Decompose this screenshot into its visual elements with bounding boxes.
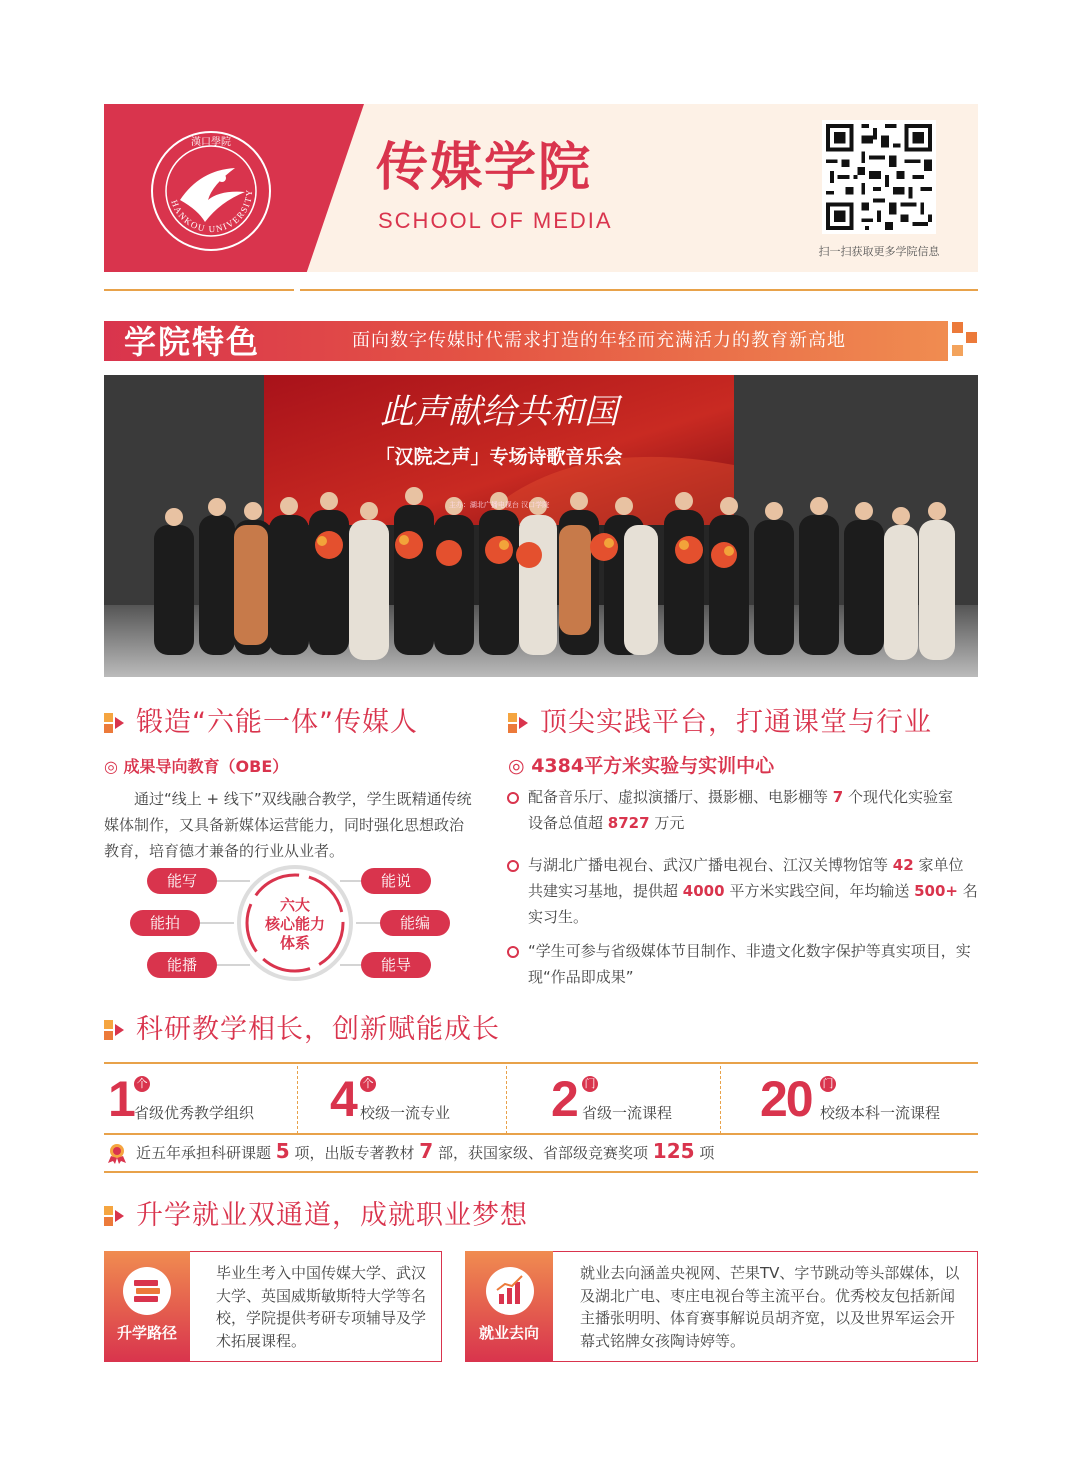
divider-line	[300, 289, 978, 291]
stat-unit: 个	[360, 1076, 376, 1092]
award-icon	[106, 1142, 128, 1164]
stage-subtitle: 「汉院之声」专场诗歌音乐会	[375, 446, 623, 468]
ability-pill: 能播	[147, 952, 217, 978]
divider-line	[104, 289, 294, 291]
qr-caption: 扫一扫获取更多学院信息	[818, 245, 940, 258]
stage-organizer: 主办：湖北广播电视台 汉口学院	[448, 501, 550, 509]
decor-square	[952, 322, 963, 333]
graduation-books-icon	[122, 1266, 172, 1316]
research-summary: 近五年承担科研课题 5 项，出版专著教材 7 部，获国家级、省部级竞赛奖项 125 项	[136, 1139, 715, 1163]
event-photo	[104, 375, 978, 677]
section-bullet-icon	[104, 1206, 124, 1226]
section2-bullet2: 与湖北广播电视台、武汉广播电视台、江汉关博物馆等 42 家单位共建实习基地，提供超 4000 平方米实践空间，年均输送 500+ 名实习生。	[528, 856, 978, 926]
stat-label: 校级本科一流课程	[820, 1104, 941, 1122]
stat-label: 省级优秀教学组织	[134, 1104, 255, 1122]
section1-body: 通过“线上 + 线下”双线融合教学，学生既精通传统媒体制作，又具备新媒体运营能力，同时强化思想政治教育，培育德才兼备的行业从业者。	[104, 790, 472, 860]
divider-line	[104, 1133, 978, 1135]
ability-pill: 能写	[147, 868, 217, 894]
card1-label: 升学路径	[116, 1324, 177, 1342]
stat-unit: 门	[820, 1076, 836, 1092]
section2-bullet3: “学生可参与省级媒体节目制作、非遗文化数字保护等真实项目，实现“作品即成果”	[528, 942, 971, 986]
stat-number: 20	[760, 1071, 812, 1127]
abilities-center-label: 六大 核心能力 体系	[264, 896, 325, 952]
card2-text: 就业去向涵盖央视网、芒果TV、字节跳动等头部媒体，以及湖北广电、枣庄电视台等主流平台。优秀校友包括新闻主播张明明、体育赛事解说员胡齐宽，以及世界军运会开幕式铭牌女孩陶诗婷等。	[580, 1264, 960, 1350]
section-bullet-icon	[104, 713, 124, 733]
stat-label: 省级一流课程	[582, 1104, 673, 1122]
decor-square	[966, 332, 977, 343]
section2-heading: 顶尖实践平台，打通课堂与行业	[540, 707, 932, 738]
section1-subheading: ◎ 成果导向教育（OBE）	[104, 757, 289, 776]
stat-divider	[506, 1066, 507, 1134]
banner-subtitle: 面向数字传媒时代需求打造的年轻而充满活力的教育新高地	[352, 330, 846, 351]
stat-number: 2	[551, 1071, 577, 1127]
stat-unit: 门	[582, 1076, 598, 1092]
stat-number: 1	[108, 1071, 134, 1127]
card1-text: 毕业生考入中国传媒大学、武汉大学、英国威斯敏斯特大学等名校，学院提供考研专项辅导及学术拓展课程。	[216, 1264, 427, 1350]
stat-divider	[297, 1066, 298, 1134]
stat-label: 校级一流专业	[360, 1104, 451, 1122]
stat-number: 4	[330, 1071, 356, 1127]
bullet-icon	[507, 860, 519, 872]
stage-title: 此声献给共和国	[380, 392, 618, 432]
qr-code[interactable]	[822, 120, 936, 234]
logo-text-en: HANKOU UNIVERSITY	[169, 188, 255, 235]
section3-heading: 科研教学相长，创新赋能成长	[136, 1014, 500, 1045]
divider-line	[104, 1062, 978, 1064]
page-title: 传媒学院	[376, 138, 593, 198]
divider-line	[104, 1171, 978, 1173]
bullet-icon	[507, 792, 519, 804]
card2-label: 就业去向	[478, 1324, 539, 1342]
growth-chart-icon	[485, 1266, 535, 1316]
section2-bullet1: 配备音乐厅、虚拟演播厅、摄影棚、电影棚等 7 个现代化实验室 设备总值超 8727 万元	[528, 788, 954, 832]
section-bullet-icon	[508, 713, 528, 733]
section1-heading: 锻造“六能一体”传媒人	[136, 707, 418, 738]
bullet-icon	[507, 946, 519, 958]
ability-pill: 能编	[380, 910, 450, 936]
logo-text-cn: 漢口學院	[191, 137, 231, 148]
section2-subheading: ◎ 4384平方米实验与实训中心	[508, 755, 775, 777]
ability-pill: 能导	[361, 952, 431, 978]
section-bullet-icon	[104, 1020, 124, 1040]
page-subtitle-en: SCHOOL OF MEDIA	[378, 208, 613, 233]
stat-unit: 个	[134, 1076, 150, 1092]
ability-pill: 能说	[361, 868, 431, 894]
event-photo-illustration	[104, 375, 978, 677]
stat-divider	[720, 1066, 721, 1134]
section4-heading: 升学就业双通道，成就职业梦想	[136, 1200, 528, 1231]
decor-square	[952, 345, 963, 356]
ability-pill: 能拍	[130, 910, 200, 936]
university-logo	[150, 130, 272, 252]
banner-title: 学院特色	[124, 323, 261, 361]
